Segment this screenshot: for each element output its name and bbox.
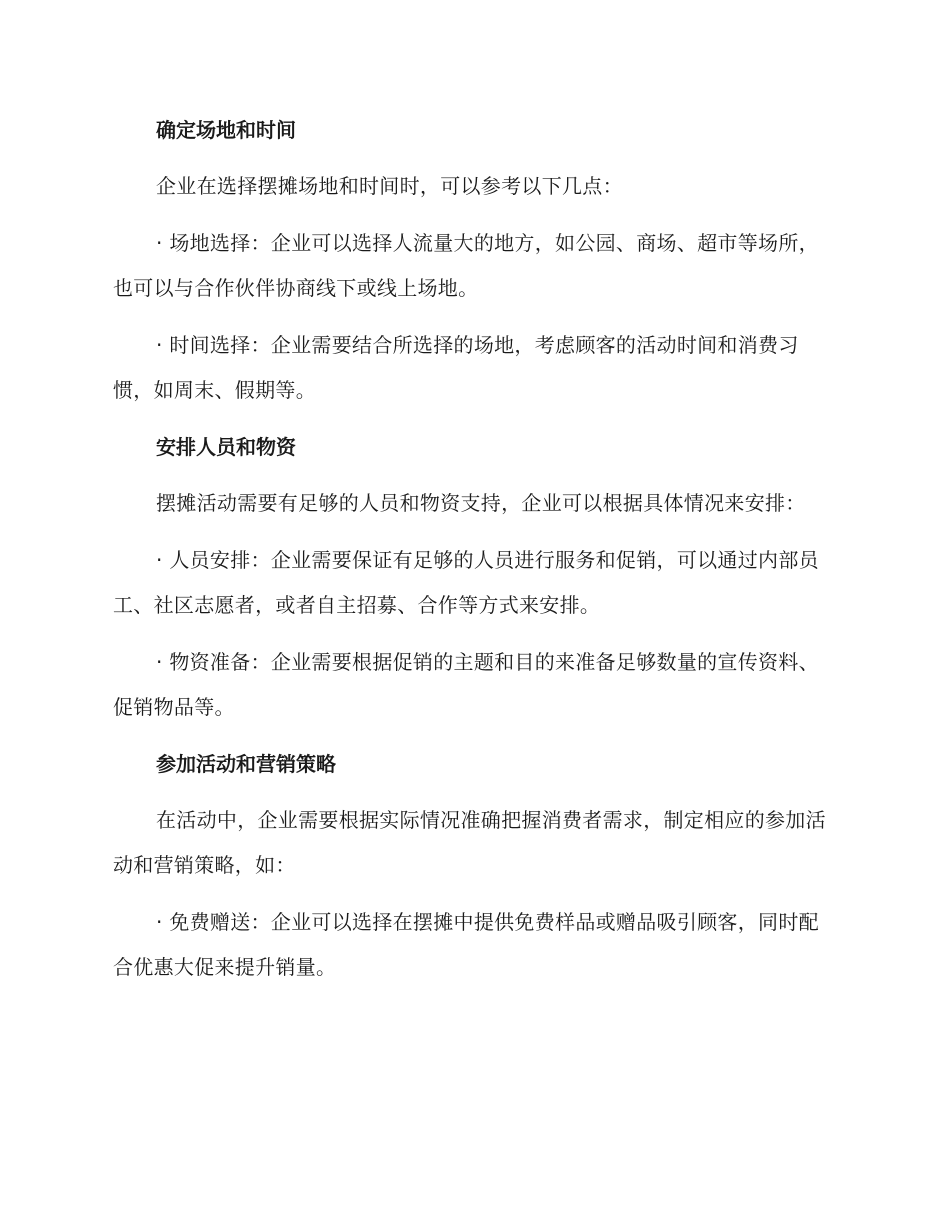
bullet-item-venue: · 场地选择：企业可以选择人流量大的地方，如公园、商场、超市等场所，也可以与合作伙伴协商线下或线上场地。 — [113, 231, 819, 300]
section-intro: 摆摊活动需要有足够的人员和物资支持，企业可以根据具体情况来安排： — [156, 491, 806, 515]
bullet-item-supplies: · 物资准备：企业需要根据促销的主题和目的来准备足够数量的宣传资料、促销物品等。 — [113, 650, 819, 719]
bullet-item-free-gift: · 免费赠送：企业可以选择在摆摊中提供免费样品或赠品吸引顾客，同时配合优惠大促来提升销量。 — [113, 910, 819, 979]
section-heading-marketing: 参加活动和营销策略 — [156, 752, 336, 776]
bullet-item-staff: · 人员安排：企业需要保证有足够的人员进行服务和促销，可以通过内部员工、社区志愿者，或者自主招募、合作等方式来安排。 — [113, 548, 819, 617]
document-page — [113, 108, 833, 1002]
bullet-item-time: · 时间选择：企业需要结合所选择的场地，考虑顾客的活动时间和消费习惯，如周末、假期等。 — [113, 333, 799, 402]
section-heading-venue-time: 确定场地和时间 — [156, 118, 296, 142]
section-heading-staff-supplies: 安排人员和物资 — [156, 435, 296, 459]
section-intro: 在活动中，企业需要根据实际情况准确把握消费者需求，制定相应的参加活动和营销策略，如： — [113, 808, 826, 877]
section-intro: 企业在选择摆摊场地和时间时，可以参考以下几点： — [156, 174, 623, 198]
